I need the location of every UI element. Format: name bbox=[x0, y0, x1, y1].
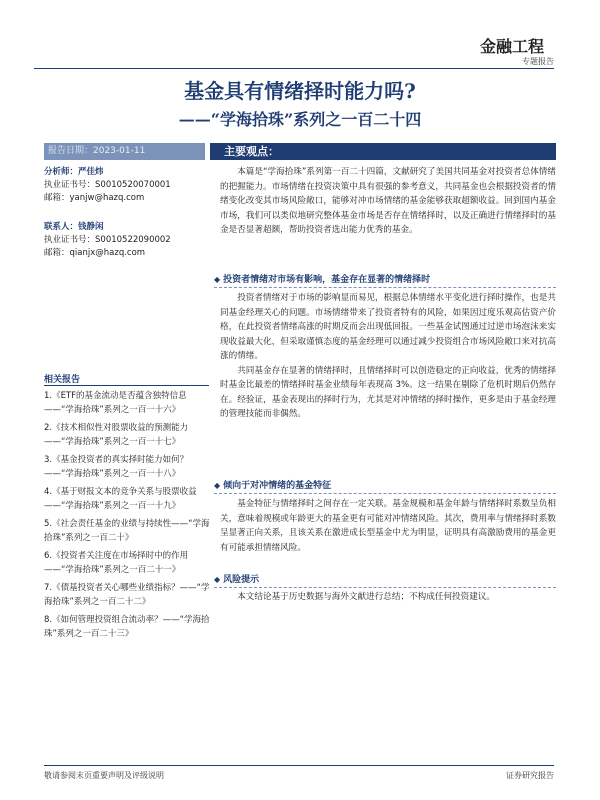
cert-label: 执业证书号： bbox=[44, 235, 96, 245]
section-paragraph: 投资者情绪对于市场的影响显而易见，根据总体情绪水平变化进行择时操作，也是共同基金经理关心的问题。市场情绪带来了投资者特有的风险，如果因过度乐观高估资产价格，在此投资者情绪高涨的时期反而会出现低回报。一些基金试图通过过逆市场泡沫来实现收益最大化，但采取谨慎态度的基金经理可以通过减少投资组合市场风险敞口来对抗高涨的情绪。 bbox=[220, 293, 556, 361]
section-heading-1 bbox=[214, 272, 430, 285]
analyst-role: 分析师： bbox=[44, 167, 79, 177]
page-subtitle: ——“学海拾珠”系列之一百二十四 bbox=[178, 110, 422, 129]
section-heading-3 bbox=[214, 572, 259, 585]
analyst-name: 严佳炜 bbox=[78, 167, 104, 177]
related-reports-heading: 相关报告 bbox=[44, 375, 81, 385]
footer-report-label: 证券研究报告 bbox=[506, 771, 554, 780]
section-heading-2 bbox=[214, 478, 331, 491]
email-link[interactable]: qianjx@hazq.com bbox=[69, 248, 146, 258]
diamond-bullet-icon: ◆ bbox=[214, 575, 221, 584]
footer-divider bbox=[44, 765, 554, 766]
section-divider bbox=[214, 287, 556, 288]
page-title: 基金具有情绪择时能力吗? bbox=[184, 79, 416, 103]
section-divider bbox=[214, 587, 556, 588]
intro-text bbox=[220, 165, 556, 238]
analyst-block bbox=[44, 166, 209, 205]
cert-label: 执业证书号： bbox=[44, 180, 96, 190]
related-report-item[interactable]: 2.《技术相似性对股票收益的预测能力——“学海拾珠”系列之一百一十七》 bbox=[44, 423, 189, 447]
section-2-body bbox=[220, 497, 556, 555]
email-link[interactable]: yanjw@hazq.com bbox=[69, 193, 145, 203]
section-heading-text: 倾向于对冲情绪的基金特征 bbox=[223, 481, 332, 491]
report-date: 报告日期：2023-01-11 bbox=[44, 143, 205, 160]
section-heading-text: 投资者情绪对市场有影响，基金存在显著的情绪择时 bbox=[223, 275, 431, 285]
cert-number: S0010520070001 bbox=[95, 180, 171, 190]
footer-disclaimer: 敬请参阅末页重要声明及评级说明 bbox=[44, 771, 164, 780]
contact-name: 钱静闲 bbox=[78, 222, 104, 232]
diamond-bullet-icon: ◆ bbox=[214, 481, 221, 490]
diamond-bullet-icon: ◆ bbox=[214, 275, 221, 284]
section-1-body bbox=[220, 291, 556, 422]
section-paragraph: 本文结论基于历史数据与海外文献进行总结；不构成任何投资建议。 bbox=[237, 592, 496, 602]
email-label: 邮箱： bbox=[44, 248, 70, 258]
report-type: 专题报告 bbox=[522, 57, 554, 66]
related-report-item[interactable]: 8.《如何管理投资组合流动率？——“学海拾珠”系列之一百二十三》 bbox=[44, 615, 210, 639]
section-heading-text: 风险提示 bbox=[223, 575, 260, 585]
brand-title: 金融工程 bbox=[479, 37, 544, 56]
related-report-item[interactable]: 6.《投资者关注度在市场择时中的作用——“学海拾珠”系列之一百二十一》 bbox=[44, 551, 189, 575]
email-label: 邮箱： bbox=[44, 193, 70, 203]
section-paragraph: 基金特征与情绪择时之间存在一定关联。基金规模和基金年龄与情绪择时系数呈负相关，意味着规模或年龄更大的基金更有可能对冲情绪风险。其次，费用率与情绪择时系数呈显著正向关系，且该关系在激进成长型基金中尤为明显，证明具有高激励费用的基金更有可能承担情绪风险。 bbox=[220, 499, 556, 553]
cert-number: S0010522090002 bbox=[95, 235, 171, 245]
main-points-heading: 主要观点： bbox=[210, 143, 556, 160]
related-report-item[interactable]: 4.《基于财报文本的竞争关系与股票收益——“学海拾珠”系列之一百一十九》 bbox=[44, 487, 197, 511]
section-paragraph: 共同基金存在显著的情绪择时，且情绪择时可以创造稳定的正向收益，优秀的情绪择时基金比最差的情绪择时基金业绩每年表现高 3%。这一结果在剔除了危机时期后仍然存在。经验证，基金表现出的择时行为，尤其是对冲情绪的择时操作，更多是由于基金经理的管理技能而非偶然。 bbox=[220, 365, 556, 419]
related-report-item[interactable]: 7.《债基投资者关心哪些业绩指标？——“学海拾珠”系列之一百二十二》 bbox=[44, 583, 210, 607]
related-divider bbox=[44, 385, 209, 386]
contact-role: 联系人： bbox=[44, 222, 79, 232]
intro-paragraph: 本篇是“学海拾珠”系列第一百二十四篇，文献研究了美国共同基金对投资者总体情绪的把握能力。市场情绪在投资决策中具有很强的参考意义，共同基金也会根据投资者的情绪变化改变其市场风险敞口，能够对冲市场情绪的基金能够获取超额收益。回到国内基金市场，我们可以类似地研究整体基金市场是否存在情绪择时，以及正确进行情绪择时的基金是否显著超额，帮助投资者选出能力优秀的基金。 bbox=[220, 167, 556, 235]
contact-block bbox=[44, 221, 209, 260]
related-report-item[interactable]: 5.《社会责任基金的业绩与持续性——“学海拾珠”系列之一百二十》 bbox=[44, 519, 210, 543]
section-divider bbox=[214, 493, 556, 494]
section-3-body bbox=[220, 590, 556, 605]
related-report-item[interactable]: 1.《ETF的基金流动是否蕴含独特信息——“学海拾珠”系列之一百一十六》 bbox=[44, 391, 187, 415]
header-divider bbox=[34, 68, 554, 69]
related-reports-list bbox=[44, 389, 210, 645]
related-report-item[interactable]: 3.《基金投资者的真实择时能力如何？——“学海拾珠”系列之一百一十八》 bbox=[44, 455, 189, 479]
